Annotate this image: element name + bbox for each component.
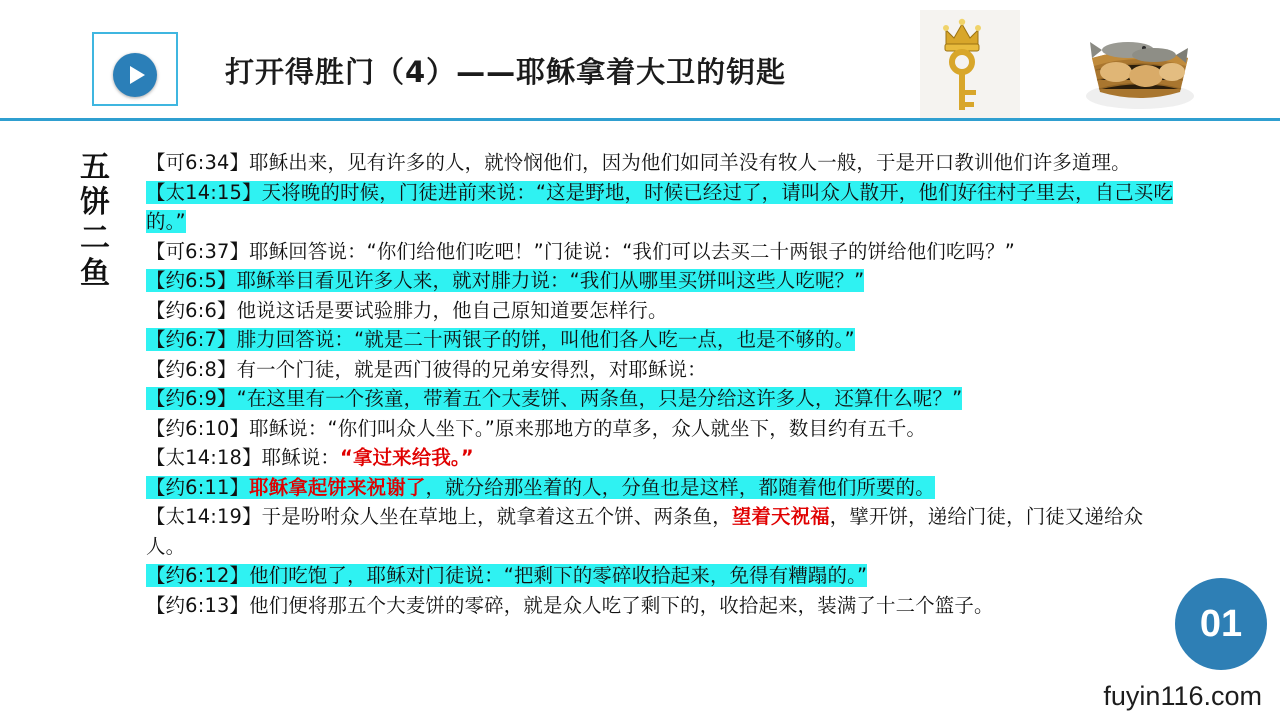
golden-key-image (920, 10, 1020, 118)
scripture-body (146, 148, 1180, 620)
verse-text: 腓力回答说：“就是二十两银子的饼，叫他们各人吃一点，也是不够的。” (236, 328, 855, 351)
verse-ref: 【约6:10】 (146, 416, 250, 440)
verse-line (146, 473, 1180, 503)
verse-ref: 【约6:5】 (146, 269, 237, 292)
verse-ref: 【约6:12】 (146, 564, 250, 587)
slide-header (0, 0, 1280, 120)
verse-text: 耶稣说： (261, 446, 341, 469)
verse-text: 耶稣说：“你们叫众人坐下。”原来那地方的草多，众人就坐下，数目约有五千。 (249, 416, 926, 440)
verse-ref: 【太14:18】 (146, 446, 262, 469)
verse-text: 天将晚的时候，门徒进前来说：“这是野地，时候已经过了，请叫众人散开，他们好往村子里去，自己买吃的。” (146, 180, 1174, 233)
play-triangle-icon (130, 66, 145, 84)
verse-ref: 【太14:15】 (146, 180, 262, 204)
loaves-and-fishes-image (1080, 10, 1200, 118)
page-number-badge: 01 (1175, 578, 1267, 670)
site-watermark: fuyin116.com (1103, 681, 1262, 711)
verse-line (146, 561, 1180, 591)
verse-line (146, 591, 1180, 621)
verse-text: 他们便将那五个大麦饼的零碎，就是众人吃了剩下的，收拾起来，装满了十二个篮子。 (249, 593, 994, 617)
verse-text: 他说这话是要试验腓力，他自己原知道要怎样行。 (236, 298, 668, 322)
verse-text: 耶稣举目看见许多人来，就对腓力说：“我们从哪里买饼叫这些人吃呢？” (236, 269, 865, 292)
verse-text: 耶稣回答说：“你们给他们吃吧！”门徒说：“我们可以去买二十两银子的饼给他们吃吗？” (249, 239, 1015, 263)
verse-text: “在这里有一个孩童，带着五个大麦饼、两条鱼，只是分给这许多人，还算什么呢？” (236, 387, 963, 410)
verse-line (146, 148, 1180, 178)
golden-key-icon (920, 10, 1020, 118)
verse-line (146, 355, 1180, 385)
header-divider (0, 118, 1280, 121)
verse-line (146, 502, 1180, 561)
verse-ref: 【太14:19】 (146, 505, 262, 528)
verse-text: 耶稣出来，见有许多的人，就怜悯他们，因为他们如同羊没有牧人一般，于是开口教训他们许多道理。 (249, 151, 1131, 174)
verse-ref: 【可6:37】 (146, 239, 250, 263)
section-label: 五饼二鱼 (80, 150, 110, 292)
verse-line (146, 414, 1180, 444)
verse-line (146, 325, 1180, 355)
verse-ref: 【可6:34】 (146, 151, 250, 174)
verse-ref: 【约6:13】 (146, 593, 250, 617)
verse-emphasis: “拿过来给我。” (340, 446, 474, 469)
verse-ref: 【约6:9】 (146, 387, 237, 410)
verse-ref: 【约6:11】 (146, 475, 250, 499)
verse-text: ，就分给那坐着的人，分鱼也是这样，都随着他们所要的。 (425, 475, 935, 499)
verse-line (146, 266, 1180, 296)
verse-ref: 【约6:6】 (146, 298, 237, 322)
verse-emphasis: 望着天祝福 (731, 505, 830, 528)
verse-line (146, 296, 1180, 326)
verse-line (146, 384, 1180, 414)
verse-line (146, 443, 1180, 473)
verse-ref: 【约6:8】 (146, 357, 237, 381)
page-title: 打开得胜门（4）——耶稣拿着大卫的钥匙 (225, 55, 787, 89)
play-icon[interactable] (113, 53, 157, 97)
verse-text: 于是吩咐众人坐在草地上，就拿着这五个饼、两条鱼， (261, 505, 732, 528)
verse-ref: 【约6:7】 (146, 328, 237, 351)
verse-text: 有一个门徒，就是西门彼得的兄弟安得烈，对耶稣说： (236, 357, 707, 381)
verse-emphasis: 耶稣拿起饼来祝谢了 (249, 475, 426, 499)
verse-line (146, 178, 1180, 237)
verse-text-tail: ，擘开饼，递给门徒，门徒又递给众人。 (146, 505, 1144, 558)
verse-text: 他们吃饱了，耶稣对门徒说：“把剩下的零碎收拾起来，免得有糟蹋的。” (249, 564, 868, 587)
verse-line (146, 237, 1180, 267)
basket-icon (1080, 10, 1200, 118)
